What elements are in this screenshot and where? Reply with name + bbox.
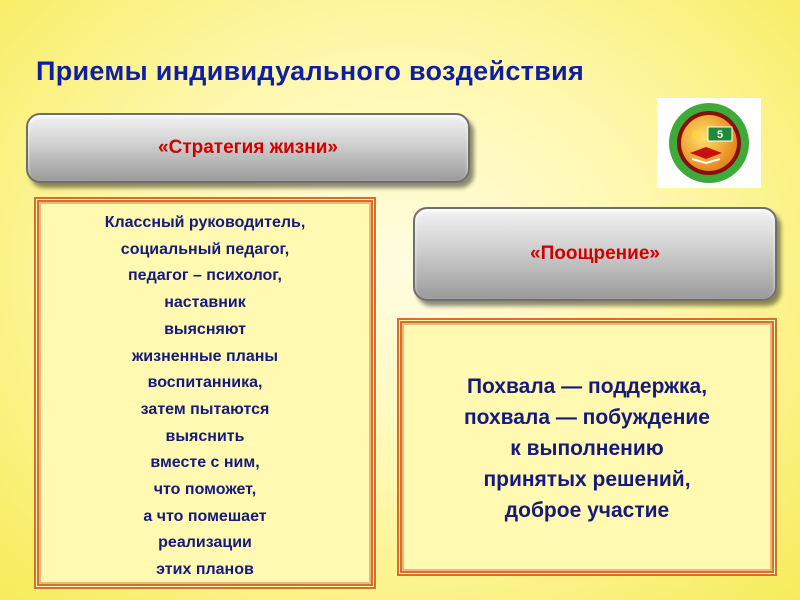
list-item: наставник (164, 294, 246, 312)
left-info-box (34, 197, 376, 589)
list-item: принятых решений, (483, 468, 691, 491)
list-item: а что помешает (143, 507, 267, 525)
right-info-box (397, 318, 777, 576)
list-item: реализации (158, 534, 252, 552)
list-item: вместе с ним, (150, 454, 260, 472)
list-item: жизненные планы (131, 347, 279, 365)
list-item: к выполнению (510, 437, 664, 460)
list-item: Классный руководитель, (104, 214, 306, 231)
list-item: социальный педагог, (120, 240, 290, 258)
list-item: выясняют (164, 320, 246, 338)
list-item: педагог – психолог, (128, 267, 282, 285)
school-logo (657, 98, 761, 188)
list-item: этих планов (156, 561, 254, 579)
reward-label: «Поощрение» (530, 243, 660, 264)
list-item: затем пытаются (140, 400, 270, 418)
list-item: Похвала — поддержка, (466, 375, 708, 398)
list-item: воспитанника, (147, 374, 263, 392)
list-item: что поможет, (153, 481, 257, 499)
reward-button[interactable] (413, 207, 777, 301)
school-emblem-icon (662, 101, 756, 185)
strategy-of-life-button[interactable] (26, 113, 470, 183)
strategy-of-life-label: «Стратегия жизни» (158, 137, 338, 158)
list-item: похвала — побуждение (464, 406, 710, 429)
page-title: Приемы индивидуального воздействия (36, 56, 585, 86)
list-item: доброе участие (504, 499, 670, 522)
logo-number: 5 (716, 129, 724, 141)
list-item: выяснить (165, 427, 245, 445)
